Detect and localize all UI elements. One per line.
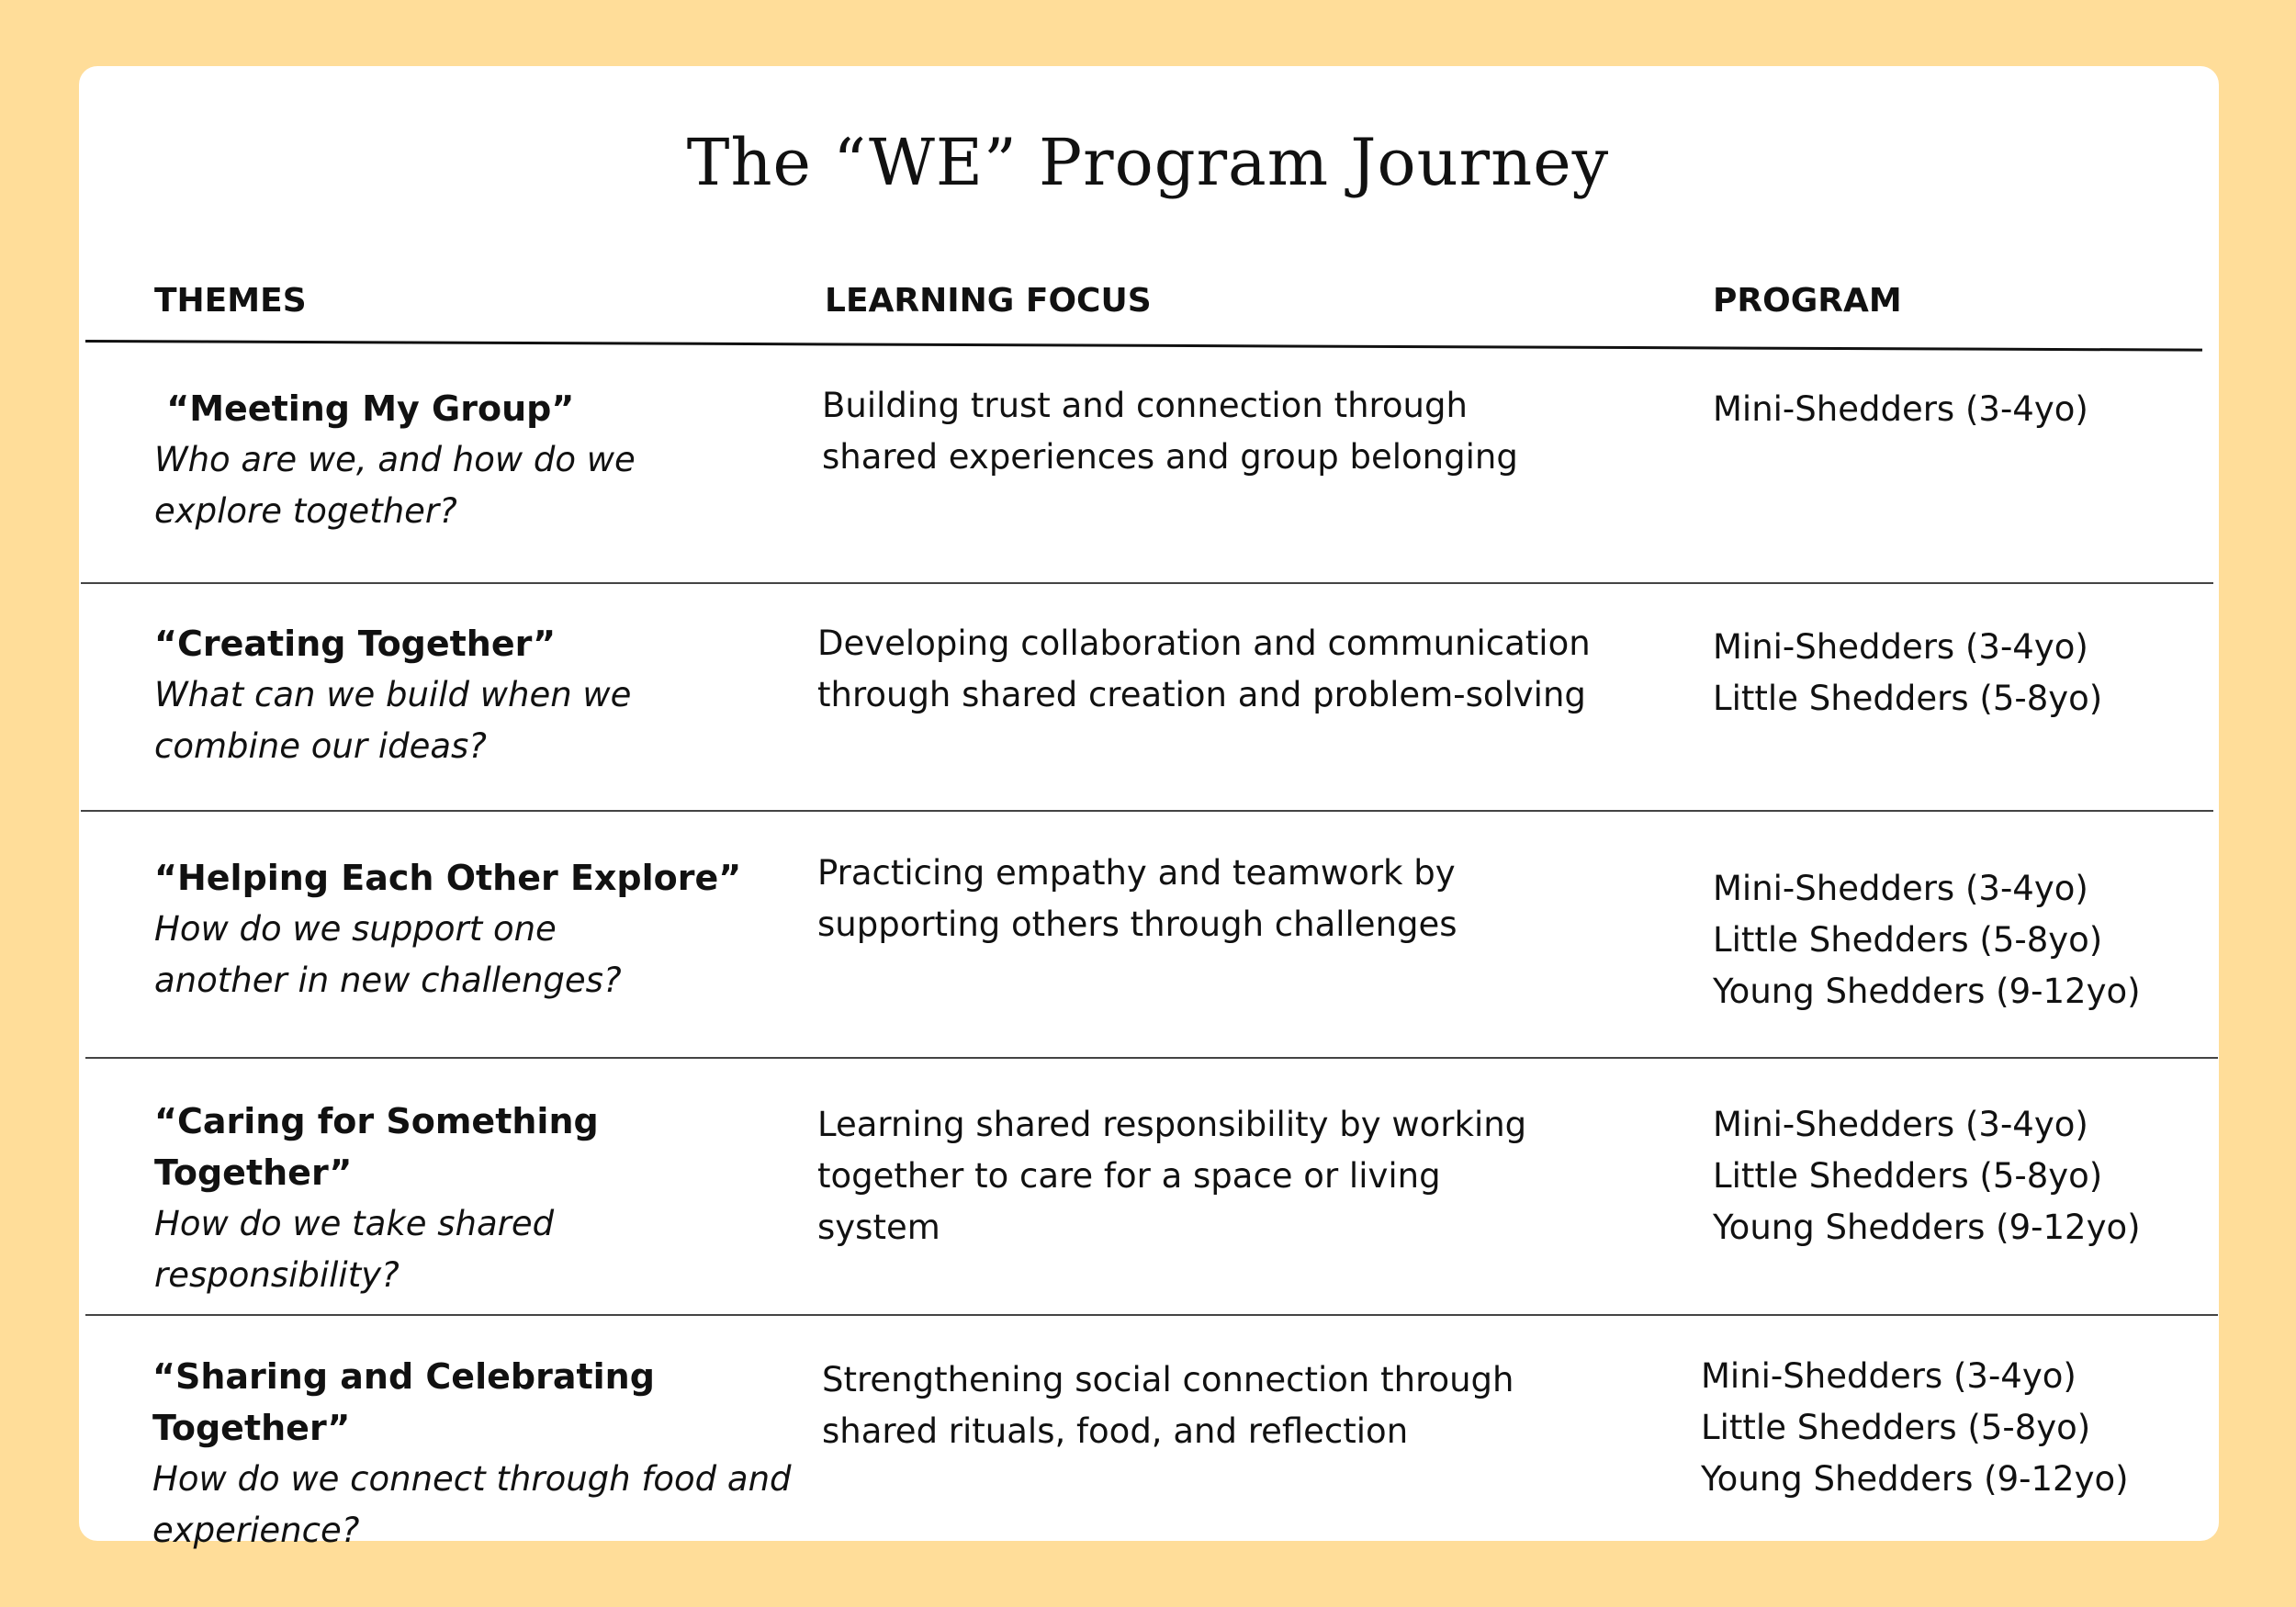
- learning-focus-line: supporting others through challenges: [817, 905, 1458, 944]
- program-item: Little Shedders (5-8yo): [1713, 679, 2103, 718]
- column-header-learning-focus: LEARNING FOCUS: [825, 282, 1152, 320]
- program-cell: [1713, 863, 2141, 1017]
- theme-question-line: What can we build when we: [154, 675, 632, 714]
- program-cell: [1701, 1351, 2129, 1505]
- learning-focus-line: Developing collaboration and communication: [817, 624, 1591, 663]
- theme-question-line: How do we connect through food and: [152, 1459, 792, 1499]
- theme-title: “Helping Each Other Explore”: [154, 858, 742, 898]
- row-divider: [85, 1057, 2218, 1059]
- program-item: Little Shedders (5-8yo): [1713, 920, 2103, 960]
- program-cell: [1713, 622, 2102, 725]
- program-cell: [1713, 1099, 2141, 1253]
- learning-focus-line: Building trust and connection through: [822, 386, 1468, 425]
- row-divider: [81, 810, 2213, 812]
- learning-focus-cell: [817, 618, 1591, 721]
- learning-focus-line: shared rituals, food, and reflection: [822, 1411, 1409, 1451]
- learning-focus-line: through shared creation and problem-solving: [817, 675, 1586, 714]
- program-item: Young Shedders (9-12yo): [1713, 972, 2141, 1011]
- learning-focus-line: Strengthening social connection through: [822, 1360, 1514, 1399]
- theme-question-line: How do we take shared: [154, 1204, 555, 1243]
- column-header-themes: THEMES: [154, 282, 307, 320]
- program-item: Little Shedders (5-8yo): [1713, 1156, 2103, 1196]
- program-item: Young Shedders (9-12yo): [1701, 1459, 2129, 1499]
- theme-title: “Meeting My Group”: [154, 388, 575, 429]
- program-item: Mini-Shedders (3-4yo): [1713, 389, 2088, 429]
- theme-title: “Caring for Something Together”: [154, 1101, 599, 1193]
- theme-cell: [154, 383, 797, 537]
- program-item: Young Shedders (9-12yo): [1713, 1208, 2141, 1247]
- theme-question-line: Who are we, and how do we: [154, 440, 636, 479]
- page-title: The “WE” Program Journey: [686, 125, 1610, 200]
- program-item: Mini-Shedders (3-4yo): [1713, 869, 2088, 908]
- theme-cell: [154, 852, 797, 1006]
- learning-focus-line: Learning shared responsibility by working: [817, 1105, 1527, 1144]
- program-item: Mini-Shedders (3-4yo): [1701, 1356, 2077, 1396]
- program-item: Mini-Shedders (3-4yo): [1713, 1105, 2088, 1144]
- theme-title: “Creating Together”: [154, 624, 557, 664]
- row-divider: [81, 582, 2213, 584]
- theme-question-line: responsibility?: [154, 1255, 400, 1295]
- theme-cell: [152, 1351, 814, 1556]
- learning-focus-line: system: [817, 1208, 940, 1247]
- learning-focus-cell: [822, 380, 1518, 483]
- column-header-program: PROGRAM: [1713, 282, 1902, 320]
- learning-focus-line: shared experiences and group belonging: [822, 437, 1518, 477]
- theme-question-line: combine our ideas?: [154, 726, 487, 766]
- program-cell: [1713, 384, 2088, 435]
- learning-focus-cell: [817, 848, 1458, 950]
- theme-title: “Sharing and Celebrating Together”: [152, 1356, 655, 1448]
- learning-focus-cell: [817, 1099, 1526, 1253]
- theme-question-line: experience?: [152, 1511, 360, 1550]
- theme-cell: [154, 1096, 797, 1301]
- row-divider: [85, 1314, 2218, 1316]
- theme-cell: [154, 618, 797, 772]
- program-item: Mini-Shedders (3-4yo): [1713, 627, 2088, 667]
- learning-focus-cell: [822, 1354, 1514, 1457]
- program-item: Little Shedders (5-8yo): [1701, 1408, 2091, 1447]
- theme-question-line: another in new challenges?: [154, 961, 622, 1000]
- learning-focus-line: Practicing empathy and teamwork by: [817, 853, 1456, 893]
- theme-question-line: How do we support one: [154, 909, 557, 949]
- theme-question-line: explore together?: [154, 491, 457, 531]
- learning-focus-line: together to care for a space or living: [817, 1156, 1441, 1196]
